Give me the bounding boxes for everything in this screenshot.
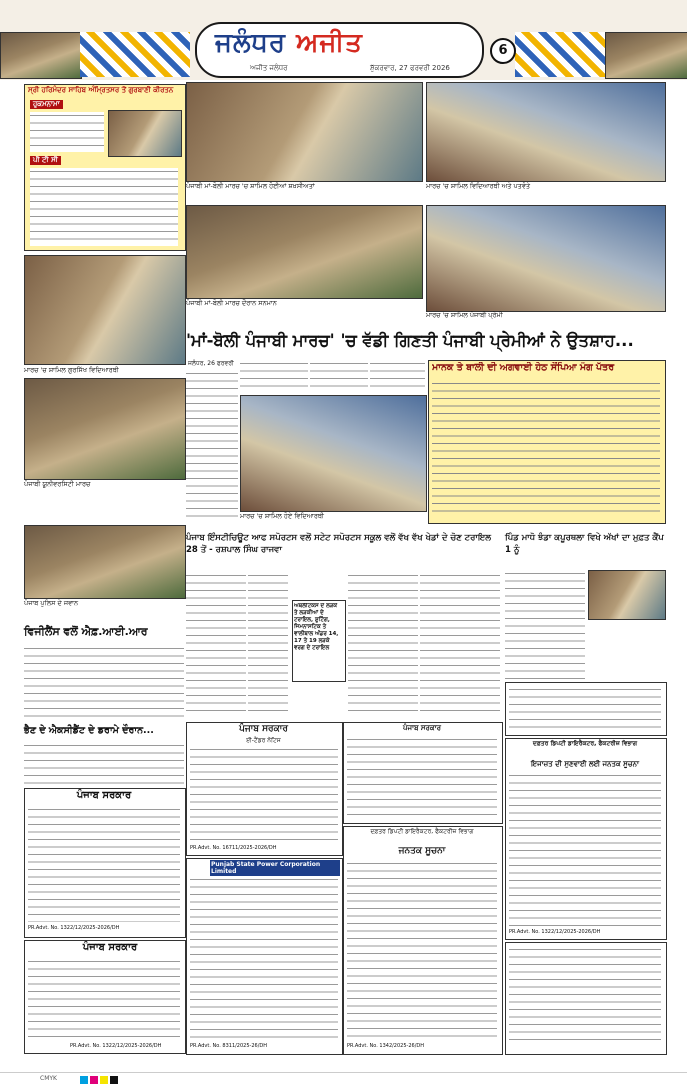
ad-mid-1-pr: PR.Advt. No. 16711/2025-2026/DH xyxy=(190,845,277,851)
photo-mid-right xyxy=(426,205,666,312)
caption-top-right: ਮਾਰਚ 'ਚ ਸ਼ਾਮਿਲ ਵਿਦਿਆਰਥੀ ਅਤੇ ਪਤਵੰਤੇ xyxy=(426,182,531,190)
story2-col-1 xyxy=(186,572,246,717)
article-col-3 xyxy=(310,360,368,392)
masthead-building-left xyxy=(0,32,82,79)
kirtan-text-2 xyxy=(30,168,178,246)
kirtan-sub-label: ਪੀ ਟੀ ਸੀ xyxy=(30,156,61,165)
masthead-pattern-right xyxy=(515,32,605,77)
ad-right-2-title: ਇਜਾਜ਼ਤ ਦੀ ਸੁਣਵਾਈ ਲਈ ਜਨਤਕ ਸੂਚਨਾ xyxy=(531,760,639,768)
ad-pspcl-pr: PR.Advt. No. 8311/2025-26/DH xyxy=(190,1043,267,1049)
article-col-4 xyxy=(370,360,425,392)
ad-left-1-title: ਪੰਜਾਬ ਸਰਕਾਰ xyxy=(76,790,132,801)
ad-center-2-header: ਦਫ਼ਤਰ ਡਿਪਟੀ ਡਾਇਰੈਕਟਰ, ਫੈਕਟਰੀਜ਼ ਵਿਭਾਗ xyxy=(370,828,474,835)
story4-text xyxy=(24,645,184,720)
ad-right-1-text xyxy=(509,686,661,730)
photo-top-right xyxy=(426,82,666,182)
story3-headline: ਪਿੰਡ ਮਾਧੋ ਝੰਡਾ ਕਪੂਰਥਲਾ ਵਿਖੇ ਅੱਖਾਂ ਦਾ ਮੁਫ਼ਤ ਕੈਂਪ 1 ਨੂੰ xyxy=(505,533,664,555)
ad-center-2-pr: PR.Advt. No. 1342/2025-26/DH xyxy=(347,1043,424,1049)
story2-headline: ਪੰਜਾਬ ਇੰਸਟੀਚਿਊਟ ਆਫ ਸਪੋਰਟਸ ਵਲੋਂ ਸਟੇਟ ਸਪੋਰਟਸ ਸਕੂਲ ਵਲੋਂ ਵੱਖ ਵੱਖ ਖੇਡਾਂ ਦੇ ਚੋਣ ਟਰਾਇਲ 28 ਤੋਂ - ਰਸ਼ਪਾਲ ਸਿੰਘ ਰਾਜਵਾ xyxy=(186,533,491,555)
ad-left-2-text xyxy=(28,958,180,1040)
right-story-text xyxy=(432,380,660,518)
ad-pspcl-title: Punjab State Power Corporation Limited xyxy=(210,860,340,876)
color-swatch-magenta xyxy=(90,1076,98,1084)
photo-top-mid xyxy=(186,82,423,182)
ad-left-1-text xyxy=(28,806,180,922)
ad-pspcl-text xyxy=(190,876,338,1039)
masthead-subtitle: ਅਜੀਤ ਜਲੰਧਰ xyxy=(250,64,288,72)
page-number: 6 xyxy=(490,38,516,64)
story5-text xyxy=(24,742,184,784)
story4-headline: ਵਿਜੀਲੈਂਸ ਵਲੋਂ ਐਫ਼.ਆਈ.ਆਰ xyxy=(24,625,148,638)
story5-headline: ਭੈਣ ਦੇ ਐਕਸੀਡੈਂਟ ਦੇ ਡਰਾਮੇ ਦੌਰਾਨ... xyxy=(24,725,154,736)
footer-cmyk: CMYK xyxy=(40,1075,57,1082)
article-col-1 xyxy=(186,370,238,520)
ad-right-2-pr: PR.Advt. No. 1322/12/2025-2026/DH xyxy=(509,929,601,935)
ad-center-1-text xyxy=(347,736,497,816)
article-col-2 xyxy=(240,360,308,392)
story2-col-3 xyxy=(348,572,418,717)
color-swatch-cyan xyxy=(80,1076,88,1084)
ad-left-2-pr: PR.Advt. No. 1322/12/2025-2026/DH xyxy=(70,1043,162,1049)
story3-photo xyxy=(588,570,666,620)
main-headline: 'ਮਾਂ-ਬੋਲੀ ਪੰਜਾਬੀ ਮਾਰਚ' 'ਚ ਵੱਡੀ ਗਿਣਤੀ ਪੰਜਾਬੀ ਪ੍ਰੇਮੀਆਂ ਨੇ ਉਤਸ਼ਾਹ... xyxy=(186,331,634,350)
caption-police-photo: ਪੰਜਾਬ ਪੁਲਿਸ ਦੇ ਜਵਾਨ xyxy=(24,599,79,607)
ad-right-2-header: ਦਫ਼ਤਰ ਡਿਪਟੀ ਡਾਇਰੈਕਟਰ, ਫੈਕਟਰੀਜ਼ ਵਿਭਾਗ xyxy=(532,740,638,747)
byline: ਜਲੰਧਰ, 26 ਫਰਵਰੀ xyxy=(188,360,234,367)
ad-left-1-pr: PR.Advt. No. 1322/12/2025-2026/DH xyxy=(28,925,120,931)
caption-mid-right: ਮਾਰਚ 'ਚ ਸ਼ਾਮਿਲ ਪੰਜਾਬੀ ਪ੍ਰੇਮੀ xyxy=(426,311,503,319)
photo-police xyxy=(24,525,186,599)
caption-left-mid: ਮਾਰਚ 'ਚ ਸ਼ਾਮਿਲ ਗੁਰਸਿੱਖ ਵਿਦਿਆਰਥੀ xyxy=(24,366,119,374)
ad-center-2-text xyxy=(347,860,497,1038)
ad-mid-1-title: ਪੰਜਾਬ ਸਰਕਾਰ xyxy=(239,724,288,734)
kirtan-title: ਸ੍ਰੀ ਹਰਿਮੰਦਰ ਸਾਹਿਬ ਅੰਮ੍ਰਿਤਸਰ ਤੋਂ ਗੁਰਬਾਣੀ ਕੀਰਤਨ xyxy=(28,86,174,94)
story2-col-2 xyxy=(248,572,288,717)
caption-mid-mid: ਪੰਜਾਬੀ ਮਾਂ-ਬੋਲੀ ਮਾਰਚ ਦੌਰਾਨ ਸਨਮਾਨ xyxy=(186,299,277,307)
ad-right-2-text xyxy=(509,772,661,927)
ad-right-3-text xyxy=(509,946,661,1046)
story2-col-4 xyxy=(420,572,500,717)
masthead-building-right xyxy=(605,32,687,79)
golden-temple-photo xyxy=(108,110,182,157)
ad-mid-1-text xyxy=(190,746,338,842)
caption-march-photo: ਮਾਰਚ 'ਚ ਸ਼ਾਮਿਲ ਹੋਏ ਵਿਦਿਆਰਥੀ xyxy=(240,512,324,520)
photo-left-mid xyxy=(24,255,186,365)
color-swatch-black xyxy=(110,1076,118,1084)
kirtan-text xyxy=(30,112,104,152)
right-story-headline: ਮਾਨਕ ਤੇ ਬਾਲੀ ਦੀ ਅਗਵਾਈ ਹੇਠ ਸੌਂਪਿਆ ਮੰਗ ਪੱਤਰ xyxy=(432,362,615,373)
ad-center-2-title: ਜਨਤਕ ਸੂਚਨਾ xyxy=(398,846,446,856)
story3-text xyxy=(505,570,585,680)
masthead-pattern-left xyxy=(80,32,190,77)
masthead-date: ਸ਼ੁੱਕਰਵਾਰ, 27 ਫਰਵਰੀ 2026 xyxy=(370,64,450,72)
ad-center-1-title: ਪੰਜਾਬ ਸਰਕਾਰ xyxy=(402,724,441,732)
ad-mid-1-sub: ਈ-ਟੈਂਡਰ ਨੋਟਿਸ xyxy=(246,737,281,744)
photo-mid-mid xyxy=(186,205,423,299)
ad-left-2-title: ਪੰਜਾਬ ਸਰਕਾਰ xyxy=(82,942,138,953)
photo-left-lower xyxy=(24,378,186,480)
photo-march-large xyxy=(240,395,427,512)
trial-box-text: ਅਥਲੈਟਿਕਸ ਦੇ ਲੜਕੇ ਤੇ ਲੜਕੀਆਂ ਦੇ ਟਰਾਇਲ, ਸ਼ੂਟਿੰਗ, ਜਿਮਨਾਸਟਿਕ ਤੇ ਵਾਲੀਬਾਲ ਅੰਡਰ 14, 17 ਤੇ 19 ਲੜਕੇ ਵਰਗ ਦੇ ਟਰਾਇਲ xyxy=(294,603,339,651)
caption-left-lower: ਪੰਜਾਬੀ ਯੂਨੀਵਰਸਿਟੀ ਮਾਰਚ xyxy=(24,480,91,488)
masthead-title: ਜਲੰਧਰ ਅਜੀਤ xyxy=(215,28,363,58)
kirtan-label: ਹੁਕਮਨਾਮਾ xyxy=(30,100,63,109)
color-swatch-yellow xyxy=(100,1076,108,1084)
caption-top-mid: ਪੰਜਾਬੀ ਮਾਂ-ਬੋਲੀ ਮਾਰਚ 'ਚ ਸ਼ਾਮਿਲ ਹੋਈਆਂ ਸ਼ਖ਼ਸੀਅਤਾਂ xyxy=(186,182,315,190)
